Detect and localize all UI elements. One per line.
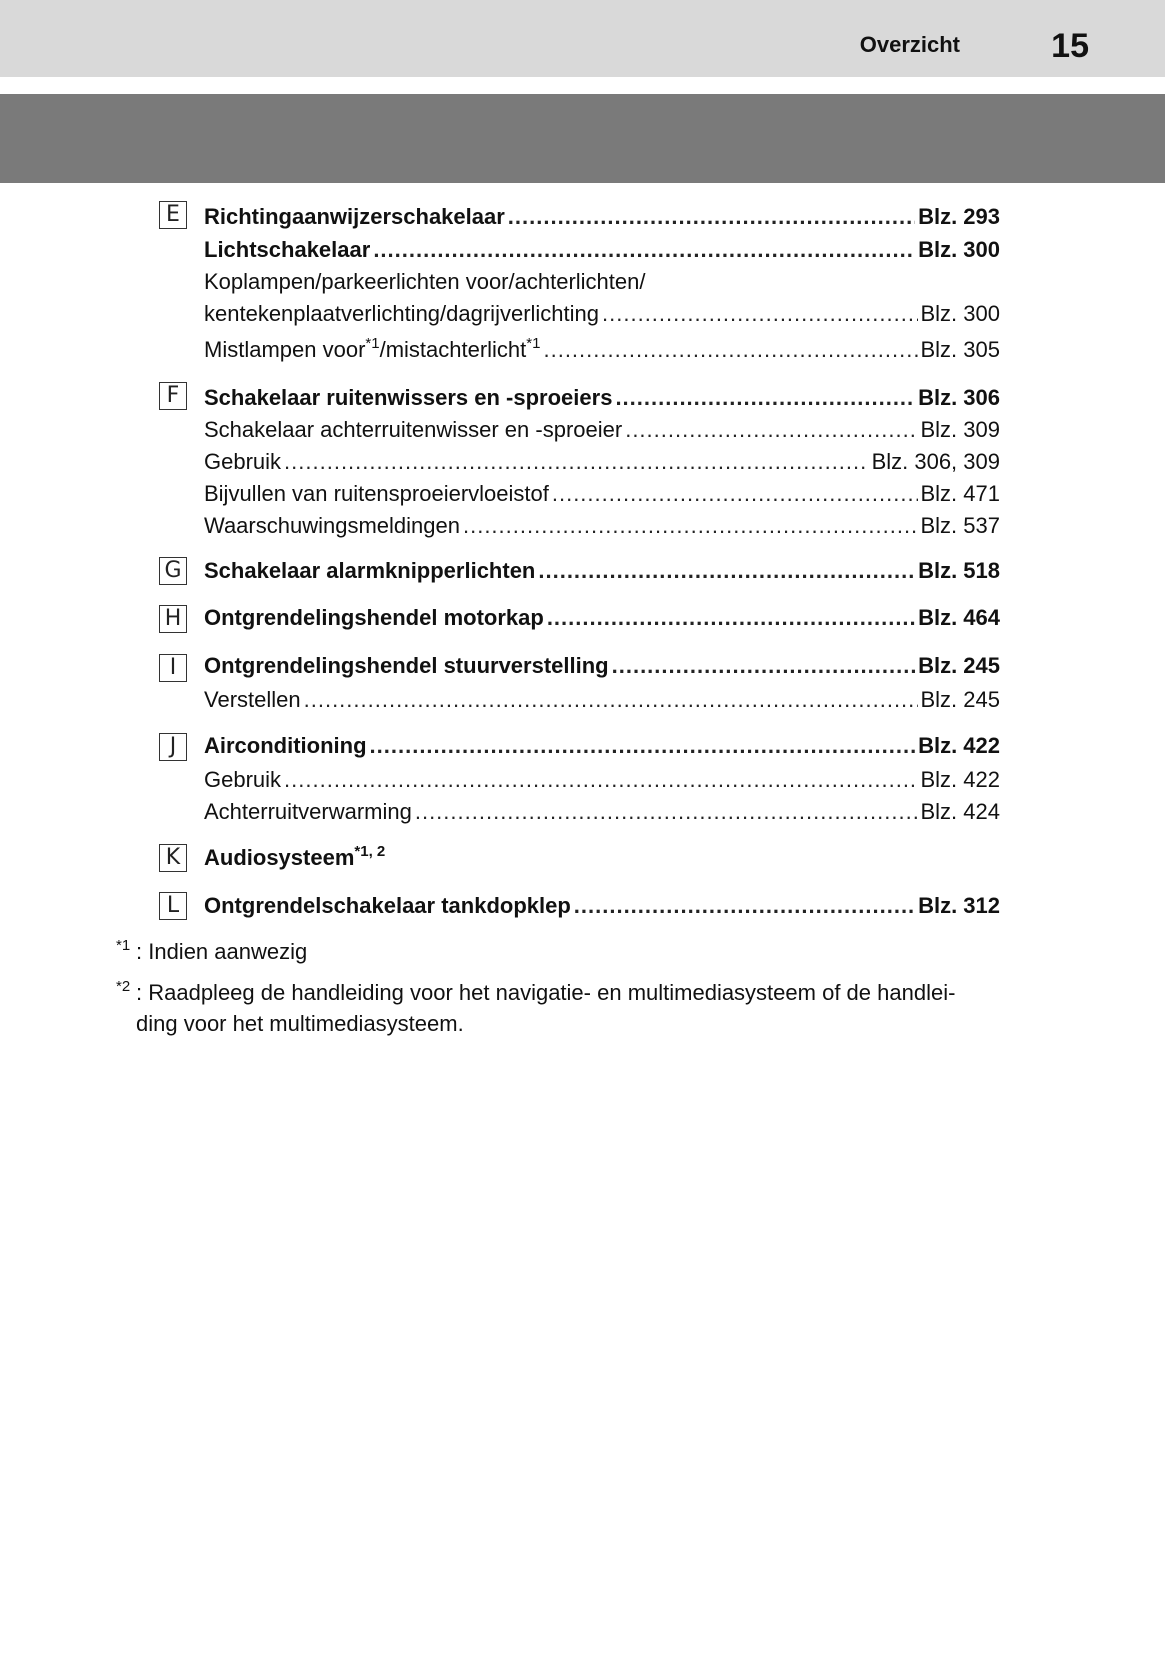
entry-label bbox=[204, 237, 370, 263]
footnote-text: : Raadpleeg de handleiding voor het navigatie- en multimediasysteem of de handlei- ding voor het multimediasysteem. bbox=[136, 980, 956, 1036]
item-letter-k: K bbox=[159, 844, 187, 872]
index-entry-main bbox=[204, 845, 1000, 875]
dot-leader bbox=[463, 513, 918, 539]
dot-leader bbox=[538, 558, 915, 584]
section-title: Overzicht bbox=[859, 32, 960, 57]
page-reference: Blz. 537 bbox=[920, 513, 1000, 538]
index-entry-sub bbox=[204, 767, 1000, 797]
page-reference: Blz. 306, 309 bbox=[871, 449, 1000, 474]
entry-label bbox=[204, 767, 281, 793]
footnote-ref: *1, 2 bbox=[354, 843, 386, 860]
dot-leader bbox=[547, 605, 915, 631]
dot-leader bbox=[284, 767, 917, 793]
entry-label bbox=[204, 204, 505, 230]
entry-label bbox=[204, 417, 622, 443]
entry-label-text: Achterruitverwarming bbox=[204, 799, 412, 824]
index-entry-sub bbox=[204, 687, 1000, 717]
entry-label-text: Schakelaar achterruitenwisser en -sproeier bbox=[204, 417, 623, 442]
dot-leader bbox=[370, 733, 916, 759]
index-entry-main bbox=[204, 558, 1000, 588]
entry-label bbox=[204, 799, 412, 825]
entry-label bbox=[204, 269, 645, 295]
page-reference: Blz. 305 bbox=[920, 337, 1000, 362]
item-letter-h: H bbox=[159, 605, 187, 633]
page-reference: Blz. 306 bbox=[918, 385, 1000, 410]
page-reference: Blz. 424 bbox=[920, 799, 1000, 824]
index-entry-sub bbox=[204, 481, 1000, 511]
entry-label bbox=[204, 337, 540, 363]
entry-label-text: Mistlampen voor bbox=[204, 337, 366, 362]
index-entry-main bbox=[204, 605, 1000, 635]
entry-label-text: Gebruik bbox=[204, 767, 282, 792]
index-entry-main bbox=[204, 204, 1000, 234]
entry-label bbox=[204, 449, 281, 475]
index-entry-sub bbox=[204, 513, 1000, 543]
entry-label-text: kentekenplaatverlichting/dagrijverlichting bbox=[204, 301, 600, 326]
index-entry-sub bbox=[204, 269, 1000, 299]
entry-label bbox=[204, 687, 301, 713]
dot-leader bbox=[415, 799, 918, 825]
entry-label-text: Verstellen bbox=[204, 687, 301, 712]
entry-label-text: Ontgrendelschakelaar tankdopklep bbox=[204, 893, 571, 918]
item-letter-e: E bbox=[159, 201, 187, 229]
entry-label bbox=[204, 385, 612, 411]
entry-label-text: /mistachterlicht bbox=[379, 337, 527, 362]
entry-label-text: Koplampen/parkeerlichten voor/achterlichten/ bbox=[204, 269, 646, 294]
dot-leader bbox=[612, 653, 915, 679]
page-reference: Blz. 293 bbox=[918, 204, 1000, 229]
dot-leader bbox=[574, 893, 915, 919]
index-entry-main bbox=[204, 653, 1000, 683]
page-reference: Blz. 245 bbox=[920, 687, 1000, 712]
entry-label-text: Audiosysteem bbox=[204, 845, 355, 870]
entry-label-text: Richtingaanwijzerschakelaar bbox=[204, 204, 505, 229]
header-band bbox=[0, 0, 1165, 77]
dot-leader bbox=[304, 687, 918, 713]
entry-label bbox=[204, 653, 609, 679]
dot-leader bbox=[625, 417, 917, 443]
entry-label-text: Schakelaar alarmknipperlichten bbox=[204, 558, 536, 583]
entry-label-text: Ontgrendelingshendel motorkap bbox=[204, 605, 544, 630]
footnote-mark-text: *2 bbox=[116, 978, 131, 995]
entry-label-text: Waarschuwingsmeldingen bbox=[204, 513, 460, 538]
index-entry-main bbox=[204, 893, 1000, 923]
item-letter-i: I bbox=[159, 654, 187, 682]
footnote-text: : Indien aanwezig bbox=[136, 939, 308, 964]
footnote-mark bbox=[116, 977, 130, 1008]
page-reference: Blz. 300 bbox=[918, 237, 1000, 262]
dot-leader bbox=[373, 237, 915, 263]
index-entry-main bbox=[204, 385, 1000, 415]
entry-label bbox=[204, 733, 367, 759]
footnote-ref: *1 bbox=[526, 335, 541, 352]
dot-leader bbox=[602, 301, 917, 327]
index-entry-main bbox=[204, 237, 1000, 267]
dot-leader bbox=[543, 337, 917, 363]
index-entry-sub bbox=[204, 301, 1000, 331]
chapter-band bbox=[0, 94, 1165, 183]
page-reference: Blz. 245 bbox=[918, 653, 1000, 678]
footnote-mark-text: *1 bbox=[116, 937, 131, 954]
entry-label bbox=[204, 513, 460, 539]
index-entry-main bbox=[204, 733, 1000, 763]
page-number: 15 bbox=[1051, 27, 1089, 65]
item-letter-f: F bbox=[159, 382, 187, 410]
item-letter-g: G bbox=[159, 557, 187, 585]
dot-leader bbox=[552, 481, 918, 507]
index-entry-sub bbox=[204, 449, 1000, 479]
entry-label-text: Gebruik bbox=[204, 449, 282, 474]
index-entry-sub bbox=[204, 417, 1000, 447]
page-reference: Blz. 518 bbox=[918, 558, 1000, 583]
page-reference: Blz. 464 bbox=[918, 605, 1000, 630]
page-reference: Blz. 312 bbox=[918, 893, 1000, 918]
page-reference: Blz. 471 bbox=[920, 481, 1000, 506]
footnote-ref: *1 bbox=[365, 335, 380, 352]
item-letter-j: J bbox=[159, 733, 187, 761]
page-reference: Blz. 300 bbox=[920, 301, 1000, 326]
footnote-mark bbox=[116, 936, 130, 967]
entry-label-text: Bijvullen van ruitensproeiervloeistof bbox=[204, 481, 549, 506]
entry-label bbox=[204, 605, 544, 631]
page-reference: Blz. 422 bbox=[920, 767, 1000, 792]
page-reference: Blz. 422 bbox=[918, 733, 1000, 758]
index-entry-sub bbox=[204, 799, 1000, 829]
entry-label-text: Lichtschakelaar bbox=[204, 237, 371, 262]
entry-label bbox=[204, 301, 599, 327]
index-entry-sub bbox=[204, 337, 1000, 367]
dot-leader bbox=[615, 385, 915, 411]
entry-label bbox=[204, 845, 385, 871]
entry-label bbox=[204, 481, 549, 507]
dot-leader bbox=[508, 204, 915, 230]
entry-label bbox=[204, 893, 571, 919]
entry-label-text: Ontgrendelingshendel stuurverstelling bbox=[204, 653, 609, 678]
entry-label-text: Airconditioning bbox=[204, 733, 367, 758]
dot-leader bbox=[284, 449, 869, 475]
item-letter-l: L bbox=[159, 892, 187, 920]
page-reference: Blz. 309 bbox=[920, 417, 1000, 442]
entry-label bbox=[204, 558, 535, 584]
entry-label-text: Schakelaar ruitenwissers en -sproeiers bbox=[204, 385, 613, 410]
footnote bbox=[116, 977, 1116, 1047]
